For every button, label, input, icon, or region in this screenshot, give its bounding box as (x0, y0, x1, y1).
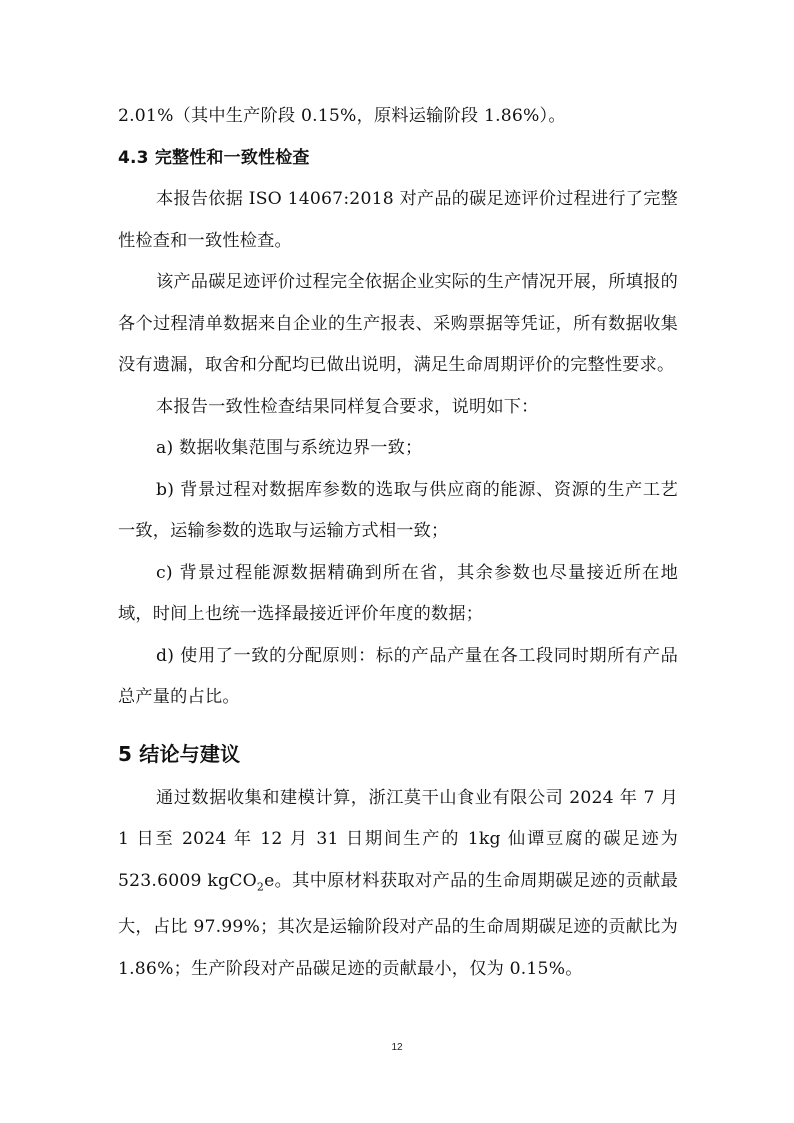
section-heading-5: 5 结论与建议 (118, 741, 241, 766)
body-text (118, 96, 678, 990)
section-heading-4-3: 4.3 完整性和一致性检查 (118, 147, 310, 168)
paragraph-continuation: 2.01%（其中生产阶段 0.15%，原料运输阶段 1.86%）。 (118, 106, 566, 126)
paragraph-completeness: 该产品碳足迹评价过程完全依据企业实际的生产情况开展，所填报的各个过程清单数据来自企业的生产报表、采购票据等凭证，所有数据收集没有遗漏，取舍和分配均已做出说明，满足生命周期评价的完整性要求。 (118, 272, 678, 375)
conclusion-text-part-2: e。其中原材料获取对产品的生命周期碳足迹的贡献最大，占比 97.99%；其次是运输阶段对产品的生命周期碳足迹的贡献比为 1.86%；生产阶段对产品碳足迹的贡献最小，仅为 0.15%。 (118, 870, 678, 979)
list-item-c: c) 背景过程能源数据精确到所在省，其余参数也尽量接近所在地域，时间上也统一选择最接近评价年度的数据； (118, 562, 678, 624)
list-item-a: a) 数据收集范围与系统边界一致； (156, 438, 423, 458)
co2-subscript: 2 (256, 879, 265, 893)
list-item-b: b) 背景过程对数据库参数的选取与供应商的能源、资源的生产工艺一致，运输参数的选取与运输方式相一致； (118, 479, 678, 541)
paragraph-conclusion (118, 778, 678, 991)
list-item-d: d) 使用了一致的分配原则：标的产品产量在各工段同时期所有产品总产量的占比。 (118, 645, 678, 707)
paragraph-consistency-intro: 本报告一致性检查结果同样复合要求，说明如下： (156, 396, 539, 417)
paragraph-iso-check: 本报告依据 ISO 14067:2018 对产品的碳足迹评价过程进行了完整性检查和一致性检查。 (118, 189, 678, 251)
conclusion-text-part-1: 通过数据收集和建模计算，浙江莫干山食业有限公司 2024 年 7 月 1 日至 2024 年 12 月 31 日期间生产的 1kg 仙谭豆腐的碳足迹为 523.6009 kgCO (118, 787, 678, 891)
page-number: 12 (391, 1042, 403, 1053)
